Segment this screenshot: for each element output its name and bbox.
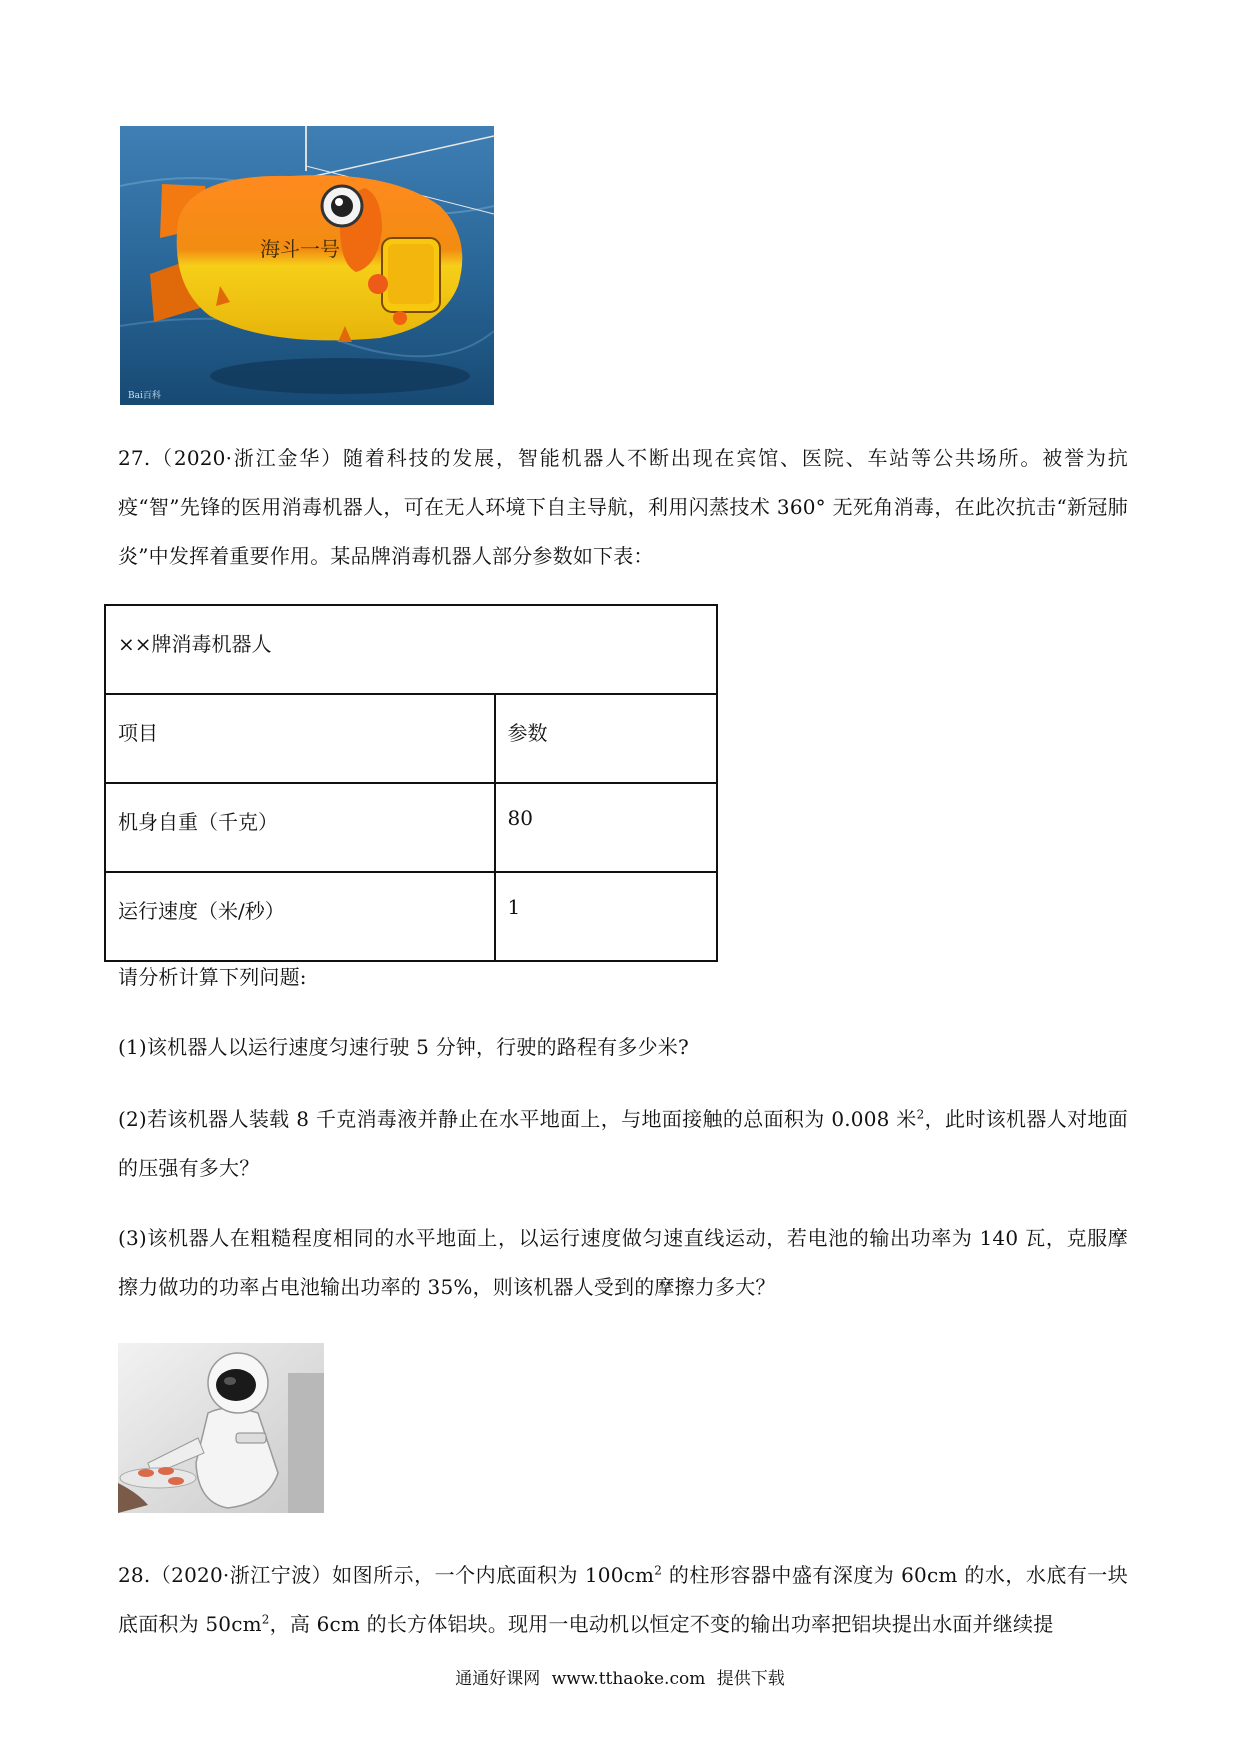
q27-sub2-text: (2)若该机器人装载 8 千克消毒液并静止在水平地面上，与地面接触的总面积为 0.008 米 (118, 1107, 917, 1131)
table-cell: 80 (495, 783, 718, 872)
table-header-value: 参数 (495, 694, 718, 783)
parameter-table (104, 604, 718, 962)
table-row (105, 872, 717, 961)
table-row (105, 783, 717, 872)
q28-superscript: 2 (654, 1563, 663, 1578)
table-cell: 1 (495, 872, 718, 961)
footer-site: 通通好课网 (455, 1669, 541, 1689)
submersible-photo (120, 126, 494, 405)
table-header-item: 项目 (105, 694, 495, 783)
footer-suffix: 提供下载 (716, 1669, 785, 1689)
q27-intro: 27.（2020·浙江金华）随着科技的发展，智能机器人不断出现在宾馆、医院、车站等公共场所。被誉为抗疫“智”先锋的医用消毒机器人，可在无人环境下自主导航，利用闪蒸技术 360° 无死角消毒，在此次抗击“新冠肺炎”中发挥着重要作用。某品牌消毒机器人部分参数如下表： (118, 446, 1128, 568)
q28-superscript-2: 2 (261, 1612, 270, 1627)
q28-text: 28.（2020·浙江宁波）如图所示，一个内底面积为 100cm (118, 1563, 655, 1587)
page-footer (0, 1664, 1240, 1689)
q28-text-3: ，高 6cm 的长方体铝块。现用一电动机以恒定不变的输出功率把铝块提出水面并继续提 (269, 1612, 1054, 1636)
q28-intro (118, 1551, 1128, 1649)
q27-sub3: (3)该机器人在粗糙程度相同的水平地面上，以运行速度做匀速直线运动，若电池的输出功率为 140 瓦，克服摩擦力做功的功率占电池输出功率的 35%，则该机器人受到的摩擦力多大？ (118, 1226, 1128, 1299)
submersible-hull-text: 海斗一号 (260, 237, 340, 261)
robot-photo (118, 1343, 324, 1513)
footer-url[interactable]: www.tthaoke.com (551, 1669, 706, 1689)
q27-prompt: 请分析计算下列问题: (118, 965, 307, 989)
q28-text-2: 的柱形容器中盛有深度为 60cm 的水，水底有一块底面积为 50cm (118, 1563, 1128, 1636)
table-cell: 机身自重（千克） (105, 783, 495, 872)
q27-sub2 (118, 1095, 1128, 1193)
table-header-row (105, 694, 717, 783)
table-cell: 运行速度（米/秒） (105, 872, 495, 961)
table-title-row (105, 605, 717, 694)
q27-sub2-superscript: 2 (916, 1107, 925, 1122)
q27-sub1: (1)该机器人以运行速度匀速行驶 5 分钟，行驶的路程有多少米? (118, 1035, 689, 1059)
table-title: ××牌消毒机器人 (105, 605, 717, 694)
q27-sub2-text-end: ，此时该机器人对地面的压强有多大？ (118, 1107, 1129, 1180)
photo-watermark: Bai百科 (128, 391, 161, 401)
